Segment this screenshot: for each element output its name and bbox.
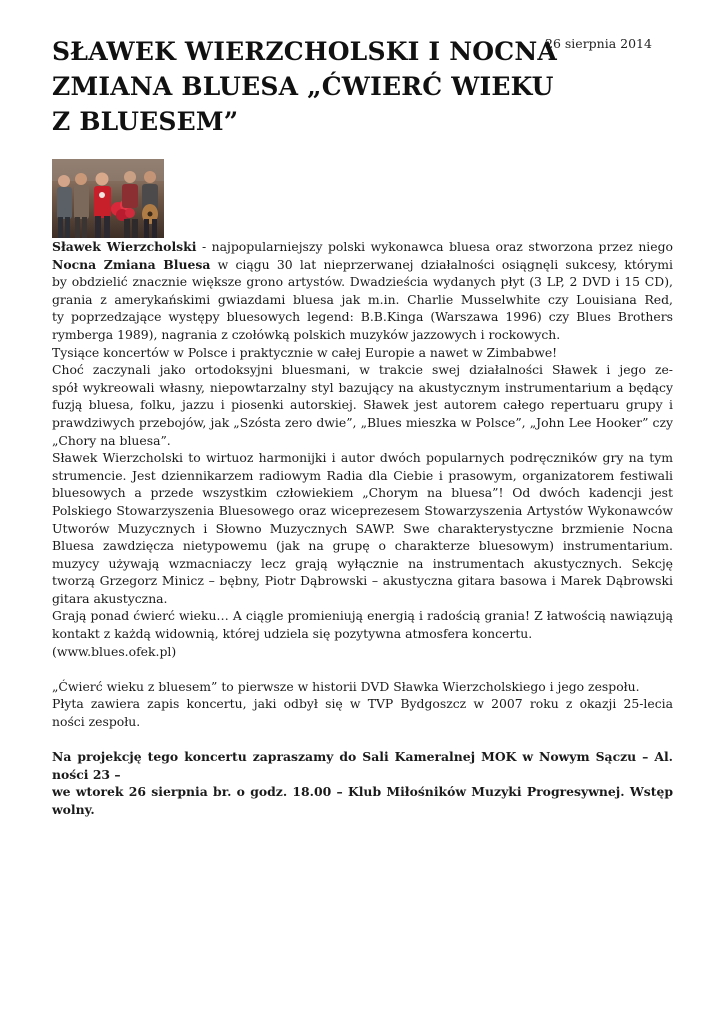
body-line: Sławek Wierzcholski to wirtuoz harmonijki i autor dwóch popularnych podręczników gry na tym xyxy=(52,450,673,466)
paragraph-spacer xyxy=(52,660,673,678)
body-line xyxy=(52,256,673,274)
paragraph-spacer xyxy=(52,731,673,749)
band-name: Nocna Zmiana Bluesa xyxy=(52,256,211,272)
body-line: tworzą Grzegorz Minicz – bębny, Piotr Dąbrowski – akustyczna gitara basowa i Marek Dąbrowski xyxy=(52,573,673,589)
body-line: prawdziwych przebojów, jak „Szósta zero dwie”, „Blues mieszka w Polsce”, „John Lee Hooker” czy xyxy=(52,414,673,430)
body-line: strumencie. Jest dziennikarzem radiowym Radia dla Ciebie i prasowym, organizatorem festiwali xyxy=(52,467,673,483)
body-line: kontakt z każdą widownią, której udziela się pozytywna atmosfera koncertu. xyxy=(52,626,533,642)
body-line: spół wykreowali własny, niepowtarzalny styl bazujący na akustycznym instrumentarium a będący xyxy=(52,379,673,395)
title-line: SŁAWEK WIERZCHOLSKI I NOCNA xyxy=(52,37,557,66)
artist-name: Sławek Wierzcholski xyxy=(52,239,197,254)
intro-text: - najpopularniejszy polski wykonawca bluesa oraz stworzona przez niego xyxy=(196,239,673,254)
event-info-line: we wtorek 26 sierpnia br. o godz. 18.00 – Klub Miłośników Muzyki Progresywnej. Wstęp xyxy=(52,784,673,800)
event-info-line: Na projekcję tego koncertu zapraszamy do Sali Kameralnej MOK w Nowym Sączu – Al. xyxy=(52,749,673,765)
body-line: rymberga 1989), nagrania z czołówką polskich muzyków jazzowych i rockowych. xyxy=(52,326,561,342)
source-link: (www.blues.ofek.pl) xyxy=(52,643,177,659)
title-line: Z BLUESEM” xyxy=(52,107,239,136)
body-line: ty poprzedzające występy bluesowych legend: B.B.Kinga (Warszawa 1996) czy Blues Brothers xyxy=(52,309,673,325)
event-info-line: ności 23 – xyxy=(52,766,121,782)
body-line: muzycy używają wzmacniaczy lecz grają wyłącznie na instrumentach akustycznych. Sekcję xyxy=(52,555,673,571)
title-line: ZMIANA BLUESA „ĆWIERĆ WIEKU xyxy=(52,72,554,101)
event-info-line: wolny. xyxy=(52,802,95,817)
body-line: by obdzielić znacznie większe grono artystów. Dwadzieścia wydanych płyt (3 LP, 2 DVD i 15 CD), xyxy=(52,274,673,290)
band-photo xyxy=(52,159,164,238)
body-line: gitara akustyczna. xyxy=(52,590,168,606)
body-line: Grają ponad ćwierć wieku… A ciągle promieniują energią i radością grania! Z łatwością nawiązują xyxy=(52,608,673,624)
body-line xyxy=(52,238,673,256)
article-body xyxy=(52,238,673,819)
band-photo-image xyxy=(52,159,164,238)
article-title xyxy=(52,34,557,139)
body-line: bluesowych a przede wszystkim człowiekiem „Chorym na bluesa”! Od dwóch kadencji jest xyxy=(52,485,673,501)
body-line: „Ćwierć wieku z bluesem” to pierwsze w historii DVD Sławka Wierzcholskiego i jego zespołu. xyxy=(52,678,640,694)
body-line: Bluesa zawdzięcza nietypowemu (jak na grupę o charakterze bluesowym) instrumentarium. xyxy=(52,538,673,554)
body-line: grania z amerykańskimi gwiazdami bluesa jak m.in. Charlie Musselwhite czy Louisiana Red, xyxy=(52,291,673,307)
body-line: „Chory na bluesa”. xyxy=(52,432,171,448)
body-line: Polskiego Stowarzyszenia Bluesowego oraz wiceprezesem Stowarzyszenia Artystów Wykonawców xyxy=(52,502,673,518)
body-line: Choć zaczynali jako ortodoksyjni bluesmani, w trakcie swej działalności Sławek i jego ze- xyxy=(52,362,673,378)
publication-date: 26 sierpnia 2014 xyxy=(545,36,652,51)
body-line: Tysiące koncertów w Polsce i praktycznie w całej Europie a nawet w Zimbabwe! xyxy=(52,344,558,360)
intro-text: w ciągu 30 lat nieprzerwanej działalności osiągnęli sukcesy, którymi xyxy=(217,256,673,272)
body-line: Utworów Muzycznych i Słowno Muzycznych SAWP. Swe charakterystyczne brzmienie Nocna xyxy=(52,520,673,536)
body-line: ności zespołu. xyxy=(52,714,141,730)
body-line: fuzją bluesa, folku, jazzu i piosenki autorskiej. Sławek jest autorem całego repertuaru grupy i xyxy=(52,397,673,413)
body-line: Płyta zawiera zapis koncertu, jaki odbył się w TVP Bydgoszcz w 2007 roku z okazji 25-lecia xyxy=(52,696,673,712)
